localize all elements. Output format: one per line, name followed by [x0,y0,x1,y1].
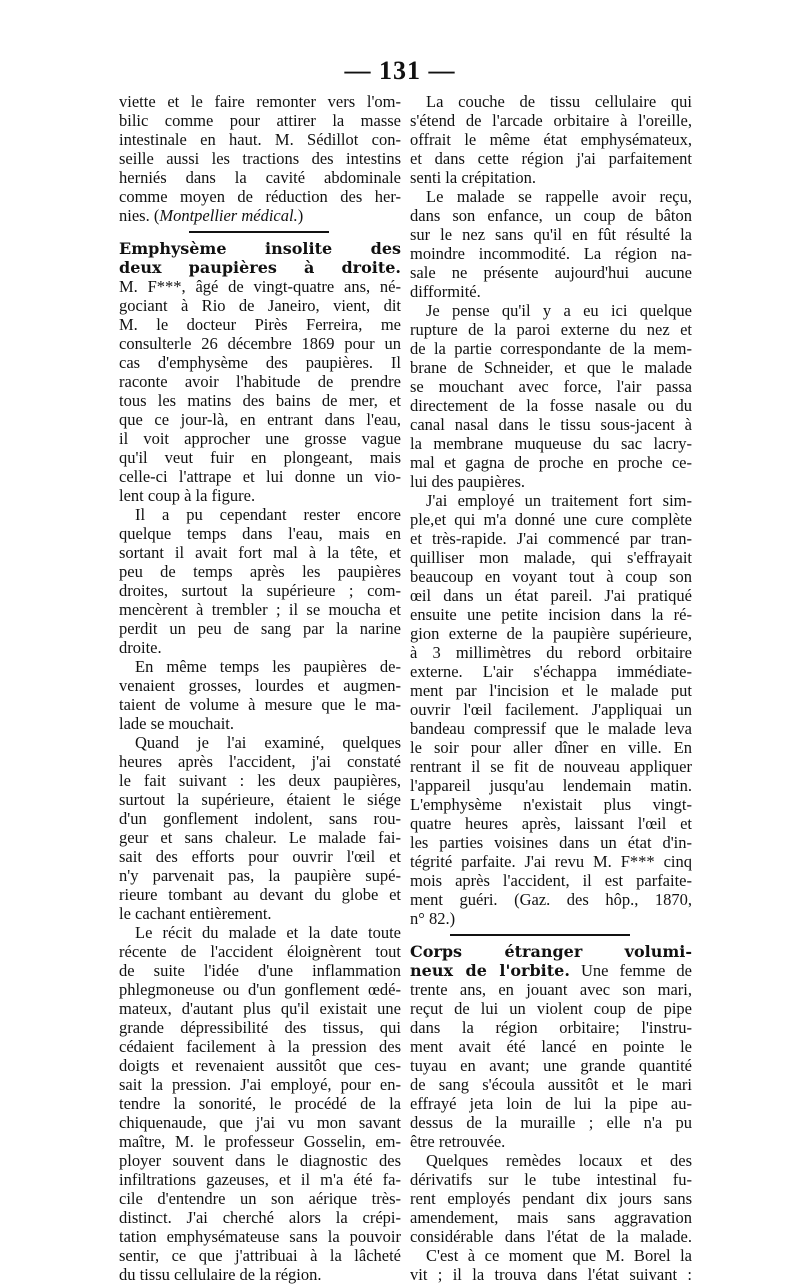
text-line: vit ; il la trouva dans l'état suivant : [410,1265,692,1284]
text-line: l'appareil jusqu'au lendemain matin. [410,776,692,795]
text-line: s'étend de l'arcade orbitaire à l'oreille, [410,111,692,130]
text-line: les parties voisines dans un état d'in- [410,833,692,852]
text-line: distinct. J'ai cherché alors la crépi- [119,1208,401,1227]
text-line: Le malade se rappelle avoir reçu, [426,187,692,206]
text-line: reçut de lui un violent coup de pipe [410,999,692,1018]
page-number: — 131 — [344,56,456,85]
text-line: celle-ci l'attrape et lui donne un vio- [119,467,401,486]
text-line: sait la pression. J'ai employé, pour en- [119,1075,401,1094]
text-line: C'est à ce moment que M. Borel la [426,1246,692,1265]
text-line: que ce jour-là, en entrant dans l'eau, [119,410,401,429]
left-column [119,92,401,1284]
text-line: Quand je l'ai examiné, quelques [135,733,401,752]
text-line: sortant il avait fort mal à la tête, et [119,543,401,562]
text-line: quelque temps dans l'eau, mais en [119,524,401,543]
text-line: la membrane muqueuse du sac lacry- [410,434,692,453]
text-line: d'un gonflement indolent, sans rou- [119,809,401,828]
text-line: quatre heures après, laissant l'œil et [410,814,692,833]
text-line: tuyau en avant; une grande quantité [410,1056,692,1075]
text-line: n'y parvenait pas, la paupière supé- [119,866,401,885]
text-line: considérable dans l'état de la malade. [410,1227,692,1246]
text-line: herniés dans la cavité abdominale [119,168,401,187]
text-line: gion externe de la paupière supérieure, [410,624,692,643]
section-heading-line: deux paupières à droite. [119,258,401,277]
text-line: venaient grosses, lourdes et augmen- [119,676,401,695]
text-line: M. F***, âgé de vingt-quatre ans, né- [119,277,401,296]
text-line: rieure tombant au devant du globe et [119,885,401,904]
text-line: le fait suivant : les deux paupières, [119,771,401,790]
section-divider [410,928,692,942]
text-line: et dans cette région j'ai parfaitement [410,149,692,168]
text-line: dans son enfance, un coup de bâton [410,206,692,225]
text-line: brane de Schneider, et que le malade [410,358,692,377]
text-line: neux de l'orbite. Une femme de [410,961,692,980]
text-line: mateux, d'autant plus qu'il existait une [119,999,401,1018]
text-line: phlegmoneuse ou d'un gonflement œdé- [119,980,401,999]
text-line: trente ans, en jouant avec son mari, [410,980,692,999]
text-line: tendre la sonorité, le procédé de la [119,1094,401,1113]
text-line: bilic comme pour attirer la masse [119,111,401,130]
text-line: amendement, mais sans aggravation [410,1208,692,1227]
text-line: le cachant entièrement. [119,904,272,923]
text-line: cile d'entendre un son aérique très- [119,1189,401,1208]
text-line: cédaient facilement à la pression des [119,1037,401,1056]
text-line: J'ai employé un traitement fort sim- [426,491,692,510]
section-heading-line: Emphysème insolite des [119,239,401,258]
text-line: droite. [119,638,162,657]
text-line: perdit un peu de sang par la narine [119,619,401,638]
section-divider [119,225,401,239]
text-line: tégrité parfaite. J'ai revu M. F*** cinq [410,852,692,871]
text-line: canal nasal dans le tissu sous-jacent à [410,415,692,434]
text-line: tous les matins des bains de mer, et [119,391,401,410]
text-line: œil dans un état pareil. J'ai pratiqué [410,586,692,605]
text-line: ployer souvent dans le diagnostic des [119,1151,401,1170]
text-line: sentir, ce que j'attribuai à la lâcheté [119,1246,401,1265]
text-line: mal et gagna de proche en proche ce- [410,453,692,472]
text-line: rent employés pendant dix jours sans [410,1189,692,1208]
text-line: et très-rapide. J'ai commencé par tran- [410,529,692,548]
text-line: En même temps les paupières de- [135,657,401,676]
text-line: peu de temps après les paupières [119,562,401,581]
text-line: taient de volume à mesure que le ma- [119,695,401,714]
text-line: lent coup à la figure. [119,486,256,505]
text-line: de la partie correspondante de la mem- [410,339,692,358]
text-line: viette et le faire remonter vers l'om- [119,92,401,111]
text-line: Quelques remèdes locaux et des [426,1151,692,1170]
text-line: cas d'emphysème des paupières. Il [119,353,401,372]
text-line: dessus de la muraille ; elle n'a pu [410,1113,692,1132]
text-line: être retrouvée. [410,1132,506,1151]
text-line: Il a pu cependant rester encore [135,505,401,524]
text-line: récente de l'accident éloignèrent tout [119,942,401,961]
text-line: le soir pour aller dîner en ville. En [410,738,692,757]
text-line: à 3 millimètres du rebord orbitaire [410,643,692,662]
text-line: moindre incommodité. La région na- [410,244,692,263]
section-heading-line: Corps étranger volumi- [410,942,692,961]
text-line: nies. (Montpellier médical.) [119,206,304,225]
text-line: gociant à Rio de Janeiro, vient, dit [119,296,401,315]
text-line: tation emphysémateuse sans la pouvoir [119,1227,401,1246]
text-line: heures après l'accident, j'ai constaté [119,752,401,771]
text-line: ouvrir l'œil facilement. J'appliquai un [410,700,692,719]
text-line: geur et sans chaleur. Le malade fai- [119,828,401,847]
text-line: quilliser mon malade, qui s'effrayait [410,548,692,567]
text-line: beaucoup en voyant tout à coup son [410,567,692,586]
text-line: il voit approcher une grosse vague [119,429,401,448]
text-line: chiquenaude, que j'ai vu mon savant [119,1113,401,1132]
text-line: mois après l'accident, il est parfaite- [410,871,692,890]
text-line: senti la crépitation. [410,168,536,187]
text-line: ensuite une petite incision dans la ré- [410,605,692,624]
text-line: n° 82.) [410,909,456,928]
text-line: comme moyen de réduction des her- [119,187,401,206]
text-line: lui des paupières. [410,472,526,491]
text-line: Je pense qu'il y a eu ici quelque [426,301,692,320]
text-line: L'emphysème n'existait plus vingt- [410,795,692,814]
text-line: maître, M. le professeur Gosselin, em- [119,1132,401,1151]
text-line: ment avait été lancé en pointe le [410,1037,692,1056]
text-line: de suite l'idée d'une inflammation [119,961,401,980]
text-line: mencèrent à trembler ; il se moucha et [119,600,401,619]
text-line: La couche de tissu cellulaire qui [426,92,692,111]
text-line: offrait le même état emphysémateux, [410,130,692,149]
text-line: rentrant il se fit de nouveau appliquer [410,757,692,776]
text-line: effrayé jeta loin de lui la pipe au- [410,1094,692,1113]
text-line: difformité. [410,282,481,301]
text-line: intestinale en haut. M. Sédillot con- [119,130,401,149]
text-line: se mouchant avec force, l'air passa [410,377,692,396]
text-line: sait des efforts pour ouvrir l'œil et [119,847,401,866]
text-line: lade se mouchait. [119,714,235,733]
text-line: Le récit du malade et la date toute [135,923,401,942]
text-line: externe. L'air s'échappa immédiate- [410,662,692,681]
text-line: droites, surtout la supérieure ; com- [119,581,401,600]
text-line: dans la région orbitaire; l'instru- [410,1018,692,1037]
text-line: directement de la fosse nasale ou du [410,396,692,415]
text-line: du tissu cellulaire de la région. [119,1265,322,1284]
text-line: de sang s'écoula aussitôt et le mari [410,1075,692,1094]
text-line: sur le nez sans qu'il en fût résulté la [410,225,692,244]
text-line: grande dépressibilité des tissus, qui [119,1018,401,1037]
text-line: ment par l'incision et le malade put [410,681,692,700]
text-line: ment guéri. (Gaz. des hôp., 1870, [410,890,692,909]
text-line: seille aussi les tractions des intestins [119,149,401,168]
text-line: rupture de la paroi externe du nez et [410,320,692,339]
text-line: qu'il veut fuir en plongeant, mais [119,448,401,467]
text-line: ple,et qui m'a donné une cure complète [410,510,692,529]
right-column [410,92,692,1284]
text-line: raconte avoir l'habitude de prendre [119,372,401,391]
text-line: doigts et revenaient aussitôt que ces- [119,1056,401,1075]
text-line: M. le docteur Pirès Ferreira, me [119,315,401,334]
text-line: surtout la supérieure, étaient le siége [119,790,401,809]
text-line: sale ne présente aujourd'hui aucune [410,263,692,282]
text-line: infiltrations gazeuses, et il m'a été fa- [119,1170,401,1189]
text-line: bandeau compressif que le malade leva [410,719,692,738]
text-line: consulterle 26 décembre 1869 pour un [119,334,401,353]
text-line: dérivatifs sur le tube intestinal fu- [410,1170,692,1189]
